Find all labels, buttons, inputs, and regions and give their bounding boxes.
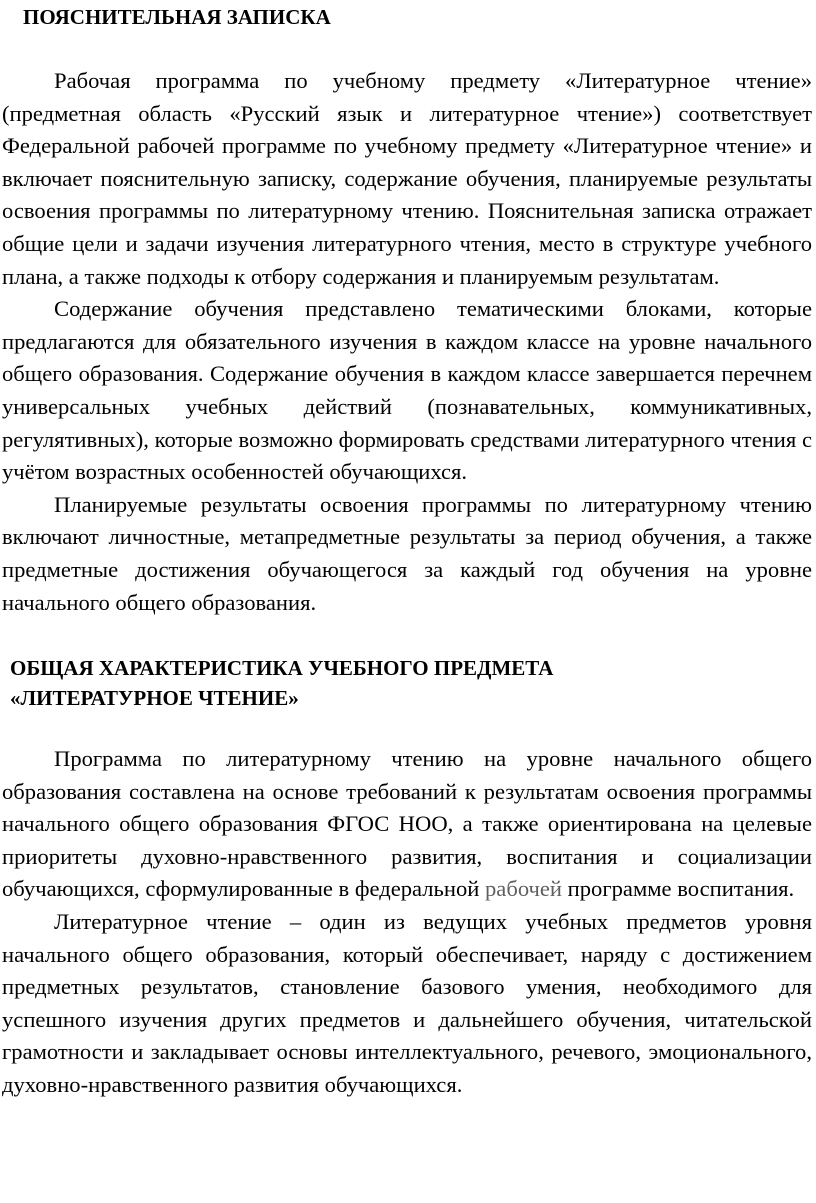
- muted-word: рабочей: [485, 876, 563, 902]
- paragraph-text: программе воспитания.: [562, 876, 795, 902]
- paragraph-program-overview: Рабочая программа по учебному предмету «Литературное чтение» (предметная область «Русский язык и литературное чтение») соответствует Федеральной рабочей программе по учебному предмету «Литературное чтение» и включает пояснительную записку, содержание обучения, планируемые результаты освоения программы по литературному чтению. Пояснительная записка отражает общие цели и задачи изучения литературного чтения, место в структуре учебного плана, а также подходы к отбору содержания и планируемым результатам.: [2, 68, 812, 289]
- paragraph-subject-role: Литературное чтение – один из ведущих учебных предметов уровня начального общего образования, который обеспечивает, наряду с достижением предметных результатов, становление базового умения, необходимого для успешного изучения других предметов и дальнейшего обучения, читательской грамотности и закладывает основы интеллектуального, речевого, эмоционального, духовно-нравственного развития обучающихся.: [2, 909, 812, 1098]
- heading-line-1: ОБЩАЯ ХАРАКТЕРИСТИКА УЧЕБНОГО ПРЕДМЕТА: [10, 656, 554, 681]
- section-heading-subject-characteristics: [2, 653, 812, 713]
- paragraph-program-basis: [2, 743, 812, 906]
- paragraph-planned-results: Планируемые результаты освоения программы по литературному чтению включают личностные, метапредметные результаты за период обучения, а также предметные достижения обучающегося за каждый год обучения на уровне начального общего образования.: [2, 491, 812, 615]
- spacer: [2, 32, 812, 65]
- paragraph-content-blocks: Содержание обучения представлено тематическими блоками, которые предлагаются для обязательного изучения в каждом классе на уровне начального общего образования. Содержание обучения в каждом классе завершается перечнем универсальных учебных действий (познавательных, коммуникативных, регулятивных), которые возможно формировать средствами литературного чтения с учётом возрастных особенностей обучающихся.: [2, 296, 812, 485]
- heading-line-2: «ЛИТЕРАТУРНОЕ ЧТЕНИЕ»: [10, 686, 299, 711]
- spacer: [2, 713, 812, 743]
- paragraph-text: Программа по литературному чтению на уровне начального общего образования составлена на основе требований к результатам освоения программы начального общего образования ФГОС НОО, а также ориентирована на целевые приоритеты духовно-нравственного развития, воспитания и социализации обучающихся, сформулированные в федеральной: [2, 746, 812, 902]
- section-heading-explanatory-note: ПОЯСНИТЕЛЬНАЯ ЗАПИСКА: [23, 5, 331, 29]
